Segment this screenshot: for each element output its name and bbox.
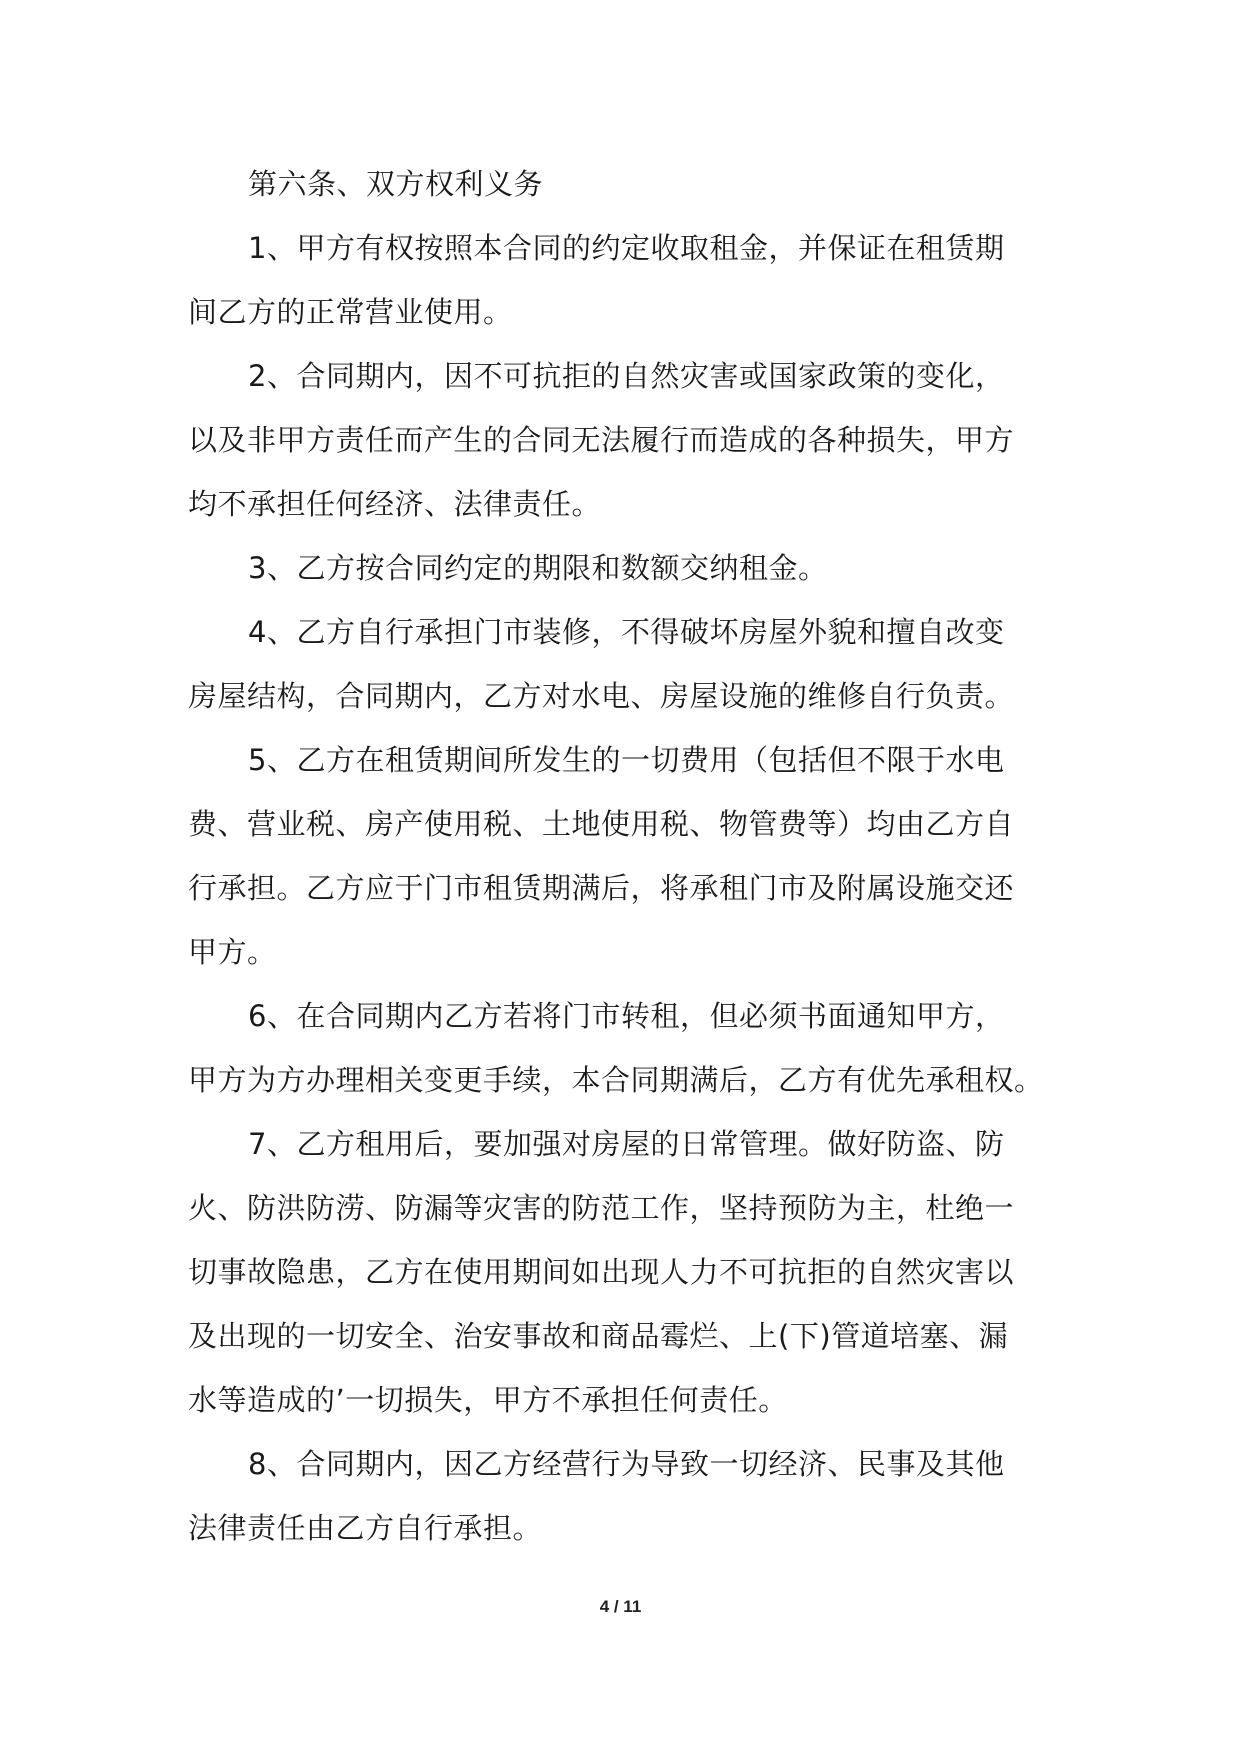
clause-2-line-3: 均不承担任何经济、法律责任。	[188, 487, 602, 521]
clause-5-line-2: 费、营业税、房产使用税、土地使用税、物管费等）均由乙方自	[188, 807, 1015, 841]
clause-6-line-2: 甲方为方办理相关变更手续，本合同期满后，乙方有优先承租权。	[188, 1063, 1044, 1097]
clause-7-line-1: 7、乙方租用后，要加强对房屋的日常管理。做好防盗、防	[248, 1127, 1005, 1161]
clause-1-line-2: 间乙方的正常营业使用。	[188, 295, 513, 329]
clause-8-line-1: 8、合同期内，因乙方经营行为导致一切经济、民事及其他	[248, 1447, 1005, 1481]
clause-2-line-1: 2、合同期内，因不可抗拒的自然灾害或国家政策的变化，	[248, 359, 1005, 393]
page-number: 4 / 11	[599, 1597, 642, 1616]
clause-4-line-1: 4、乙方自行承担门市装修，不得破坏房屋外貌和擅自改变	[248, 615, 1005, 649]
clause-7-line-4: 及出现的一切安全、治安事故和商品霉烂、上(下)管道培塞、漏	[188, 1319, 1009, 1353]
clause-5-line-3: 行承担。乙方应于门市租赁期满后，将承租门市及附属设施交还	[188, 871, 1015, 905]
clause-3-line-1: 3、乙方按合同约定的期限和数额交纳租金。	[248, 551, 828, 585]
section-heading: 第六条、双方权利义务	[248, 167, 544, 201]
clause-7-line-2: 火、防洪防涝、防漏等灾害的防范工作，坚持预防为主，杜绝一	[188, 1191, 1015, 1225]
clause-7-line-5: 水等造成的’一切损失，甲方不承担任何责任。	[188, 1383, 788, 1417]
document-body	[188, 158, 1056, 1566]
clause-4-line-2: 房屋结构，合同期内，乙方对水电、房屋设施的维修自行负责。	[188, 679, 1015, 713]
clause-2-line-2: 以及非甲方责任而产生的合同无法履行而造成的各种损失，甲方	[188, 423, 1015, 457]
clause-5-line-1: 5、乙方在租赁期间所发生的一切费用（包括但不限于水电	[248, 743, 1005, 777]
clause-1-line-1: 1、甲方有权按照本合同的约定收取租金，并保证在租赁期	[248, 231, 1005, 265]
clause-6-line-1: 6、在合同期内乙方若将门市转租，但必须书面通知甲方，	[248, 999, 1005, 1033]
clause-8-line-2: 法律责任由乙方自行承担。	[188, 1511, 543, 1545]
clause-7-line-3: 切事故隐患，乙方在使用期间如出现人力不可抗拒的自然灾害以	[188, 1255, 1015, 1289]
clause-5-line-4: 甲方。	[188, 935, 277, 969]
